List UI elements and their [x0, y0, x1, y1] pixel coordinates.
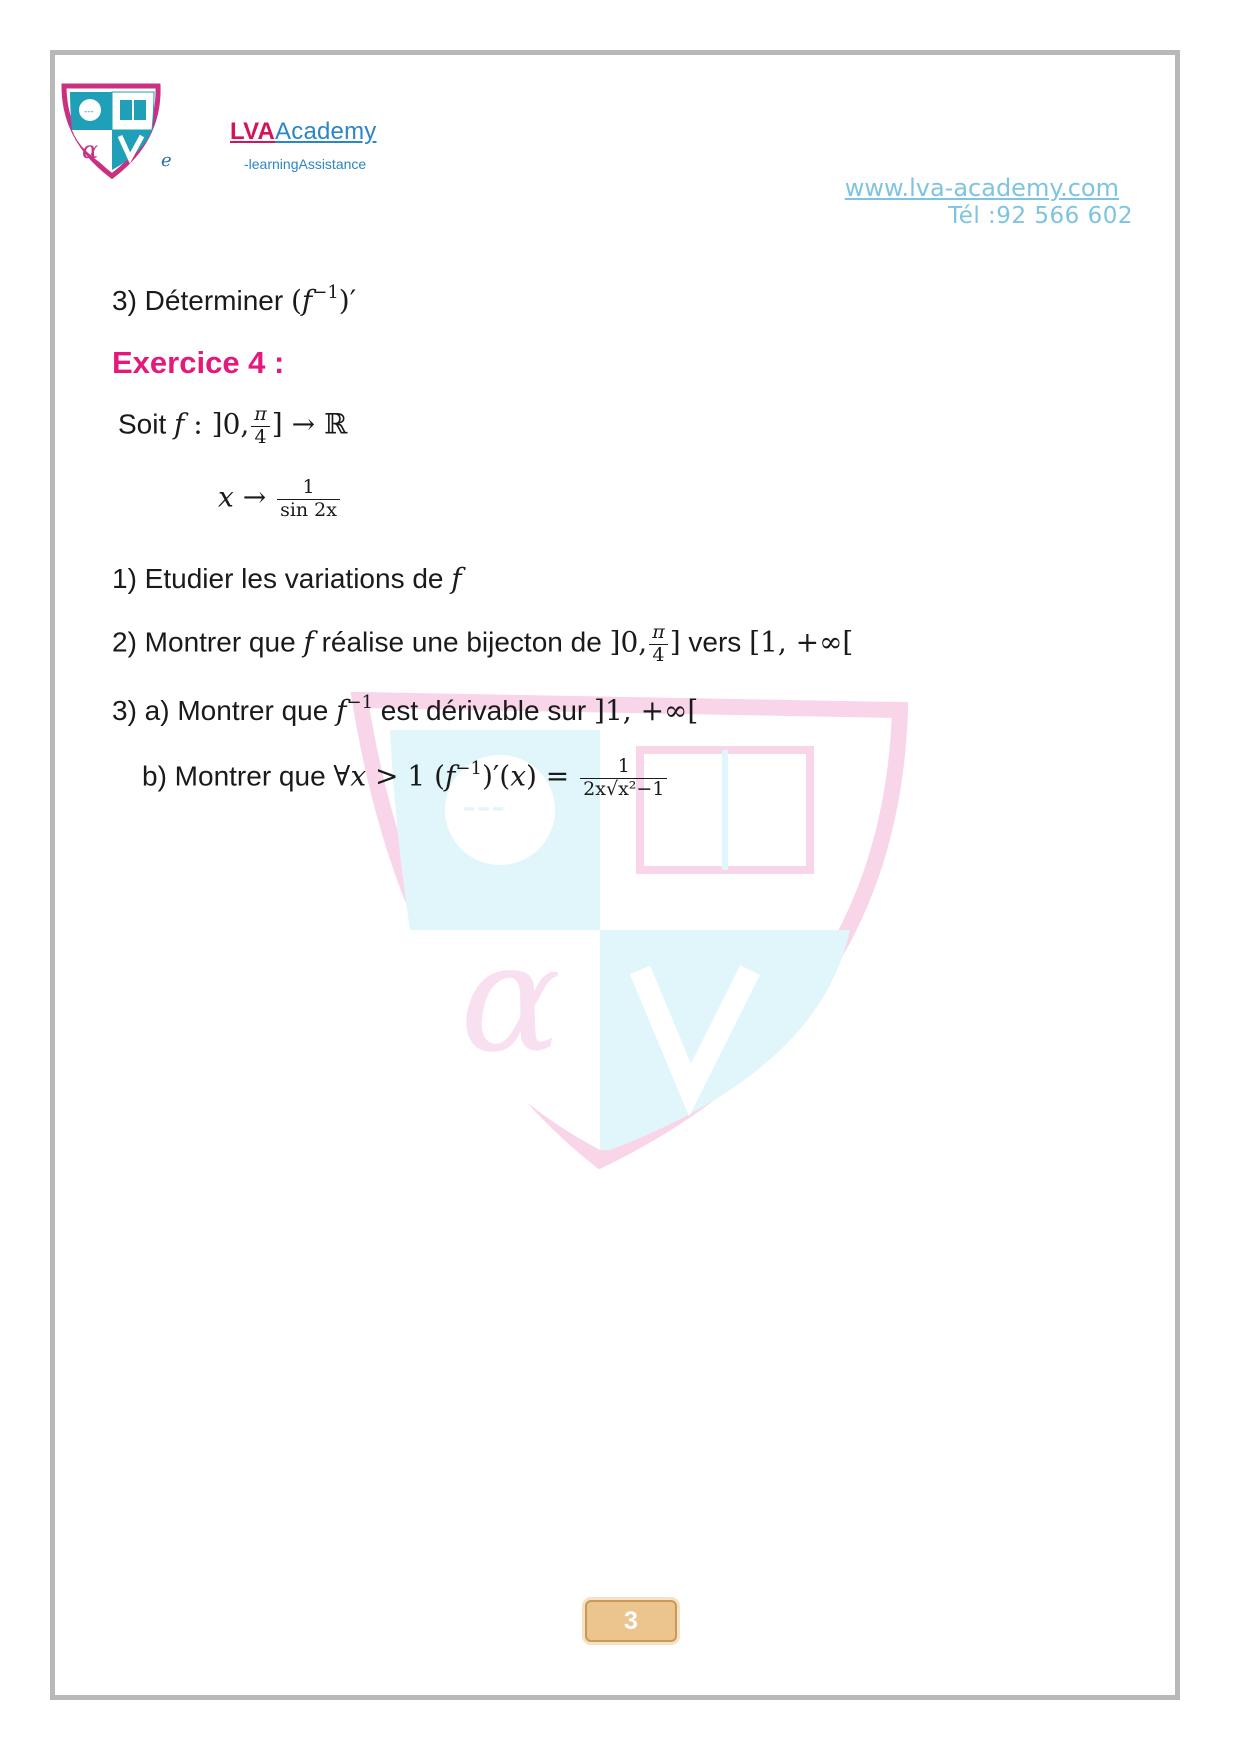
map-arrow: → [233, 480, 276, 514]
def-four: 4 [254, 425, 267, 448]
q3a-exp: −1 [346, 692, 374, 713]
map-fraction [277, 477, 340, 522]
def-soit: Soit [118, 408, 175, 440]
q3-prev-exp: −1 [312, 282, 339, 303]
q2-interval-open: ]0, [609, 625, 648, 659]
q3b-forall: ∀ [333, 759, 351, 793]
def-f: f [174, 407, 185, 441]
q3b-text: b) Montrer que [142, 760, 334, 792]
q3a-interval: ]1, +∞[ [594, 694, 699, 727]
map-x: x [218, 480, 234, 514]
q2-pi: π [649, 622, 668, 645]
q1-text: 1) Etudier les variations de [112, 563, 452, 594]
website-link[interactable]: www.lva-academy.com [844, 174, 1119, 202]
map-den: sin 2x [280, 498, 337, 521]
q3-prev-open: ( [290, 284, 302, 317]
q3b-f: f [445, 759, 456, 793]
def-domain-open: : ]0, [184, 407, 250, 441]
brand-lva: LVA [230, 118, 276, 145]
q3-prev-text: 3) Déterminer [112, 285, 291, 316]
def-pi-over-4 [251, 404, 270, 449]
q1-f: f [451, 562, 462, 595]
question-1 [112, 562, 462, 595]
function-mapping [218, 477, 342, 522]
q3-prev-f: f [301, 284, 313, 317]
function-definition [118, 404, 347, 449]
logo-e-letter: e [161, 150, 172, 171]
q2-text-a: 2) Montrer que [112, 626, 304, 658]
question-3b [142, 756, 669, 801]
page-number-badge: 3 [585, 1600, 677, 1642]
phone-number: Tél :92 566 602 [948, 203, 1133, 229]
q3b-open: ( [434, 759, 446, 793]
q2-text-c: vers [680, 626, 750, 658]
svg-text:α: α [460, 912, 562, 1086]
question-3a [112, 694, 698, 727]
q3b-num: 1 [580, 756, 667, 779]
lva-academy-logo [58, 80, 166, 180]
q2-text-b: réalise une bijecton de [313, 626, 610, 658]
question-2 [112, 622, 853, 667]
q3b-cond: > 1 [366, 759, 435, 793]
q3a-text-a: 3) a) Montrer que [112, 695, 337, 726]
brand-tagline: -learningAssistance [244, 156, 367, 172]
q3b-exp: −1 [455, 757, 482, 779]
svg-text:α: α [82, 136, 99, 164]
q3b-x2: x [510, 759, 526, 793]
q3b-den: 2x√x²−1 [583, 777, 665, 800]
q2-target: [1, +∞[ [749, 625, 854, 659]
q3b-fraction [580, 756, 667, 801]
q3-prev-close: )′ [338, 284, 357, 317]
def-domain-close: ] → ℝ [271, 407, 348, 441]
q2-interval-close: ] [669, 625, 681, 659]
svg-text:---: --- [84, 107, 94, 117]
q3b-close: )′( [481, 759, 511, 793]
q2-four: 4 [652, 643, 665, 666]
q3b-eq: ) = [525, 759, 579, 793]
map-num: 1 [277, 477, 340, 500]
q3a-f: f [336, 694, 347, 727]
svg-text:---: --- [462, 784, 506, 830]
brand-academy: Academy [275, 118, 377, 145]
def-pi: π [251, 404, 270, 427]
question-3-previous [112, 284, 356, 317]
q2-f: f [303, 625, 314, 659]
q3b-x: x [350, 759, 367, 793]
q3a-text-b: est dérivable sur [373, 695, 595, 726]
brand-name [230, 118, 377, 146]
q2-pi-over-4 [649, 622, 668, 667]
exercise-heading: Exercice 4 : [112, 345, 285, 380]
